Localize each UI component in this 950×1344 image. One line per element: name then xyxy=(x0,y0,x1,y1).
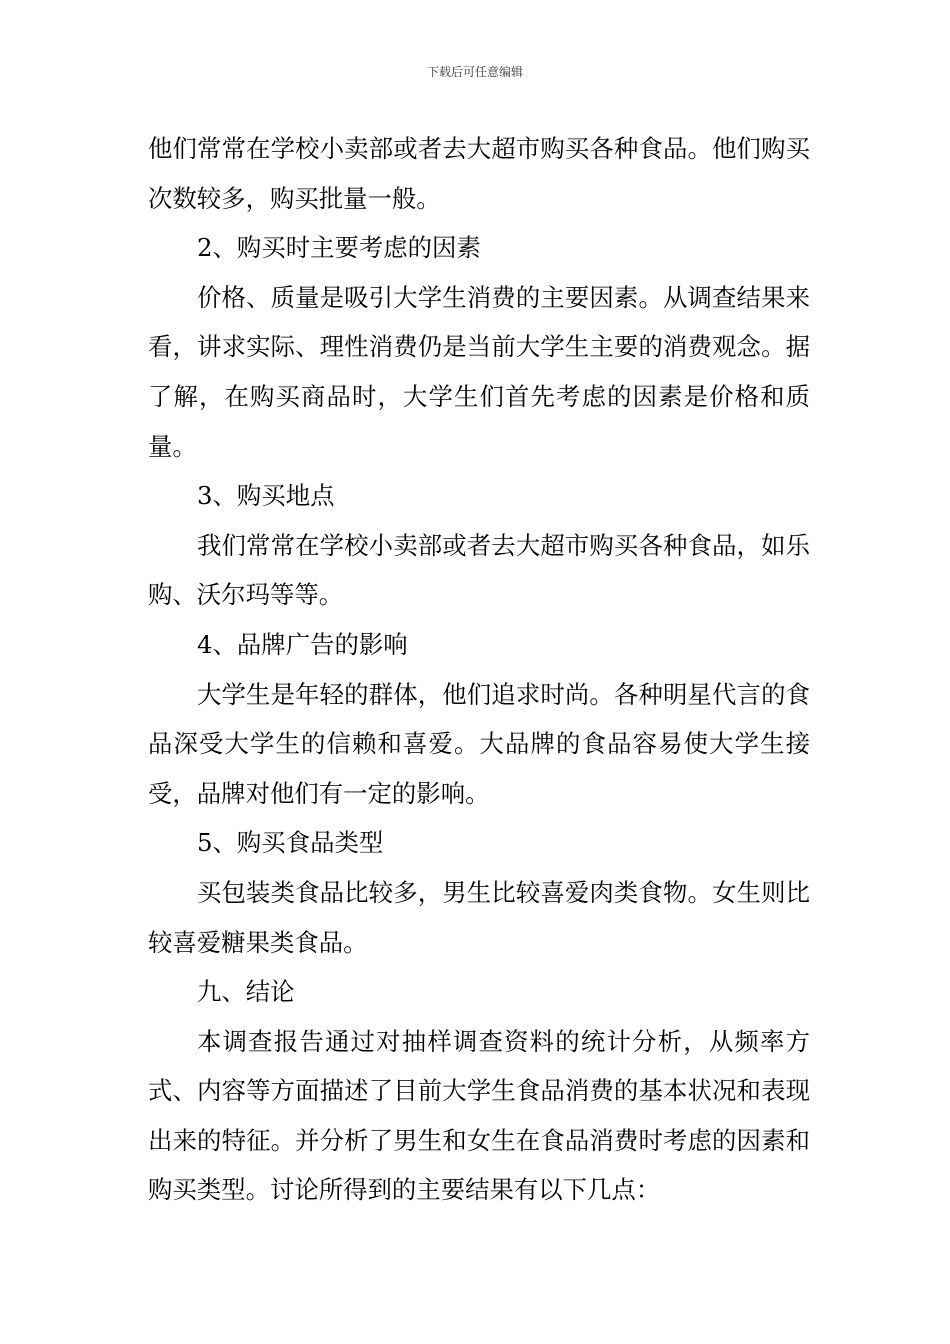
page-header: 下载后可任意编辑 xyxy=(426,65,523,79)
paragraph-purchase-factors: 价格、质量是吸引大学生消费的主要因素。从调查结果来看，讲求实际、理性消费仍是当前大学生主要的消费观念。据了解，在购买商品时，大学生们首先考虑的因素是价格和质量。 xyxy=(148,282,810,461)
section-heading-purchase-location: 3、购买地点 xyxy=(197,481,335,511)
section-heading-conclusion: 九、结论 xyxy=(197,977,295,1007)
paragraph-purchase-location: 我们常常在学校小卖部或者去大超市购买各种食品，如乐购、沃尔玛等等。 xyxy=(148,530,810,610)
section-heading-food-types: 5、购买食品类型 xyxy=(197,828,384,858)
document-body xyxy=(148,124,810,1215)
paragraph-conclusion: 本调查报告通过对抽样调查资料的统计分析，从频率方式、内容等方面描述了目前大学生食品消费的基本状况和表现出来的特征。并分析了男生和女生在食品消费时考虑的因素和购买类型。讨论所得到的主要结果有以下几点： xyxy=(148,1026,810,1205)
paragraph-brand-advertising: 大学生是年轻的群体，他们追求时尚。各种明星代言的食品深受大学生的信赖和喜爱。大品牌的食品容易使大学生接受，品牌对他们有一定的影响。 xyxy=(148,679,810,808)
section-heading-brand-advertising: 4、品牌广告的影响 xyxy=(197,629,408,659)
paragraph-food-types: 买包装类食品比较多，男生比较喜爱肉类食物。女生则比较喜爱糖果类食品。 xyxy=(148,877,810,957)
paragraph-continuation: 他们常常在学校小卖部或者去大超市购买各种食品。他们购买次数较多，购买批量一般。 xyxy=(148,134,810,213)
section-heading-purchase-factors: 2、购买时主要考虑的因素 xyxy=(197,233,481,263)
